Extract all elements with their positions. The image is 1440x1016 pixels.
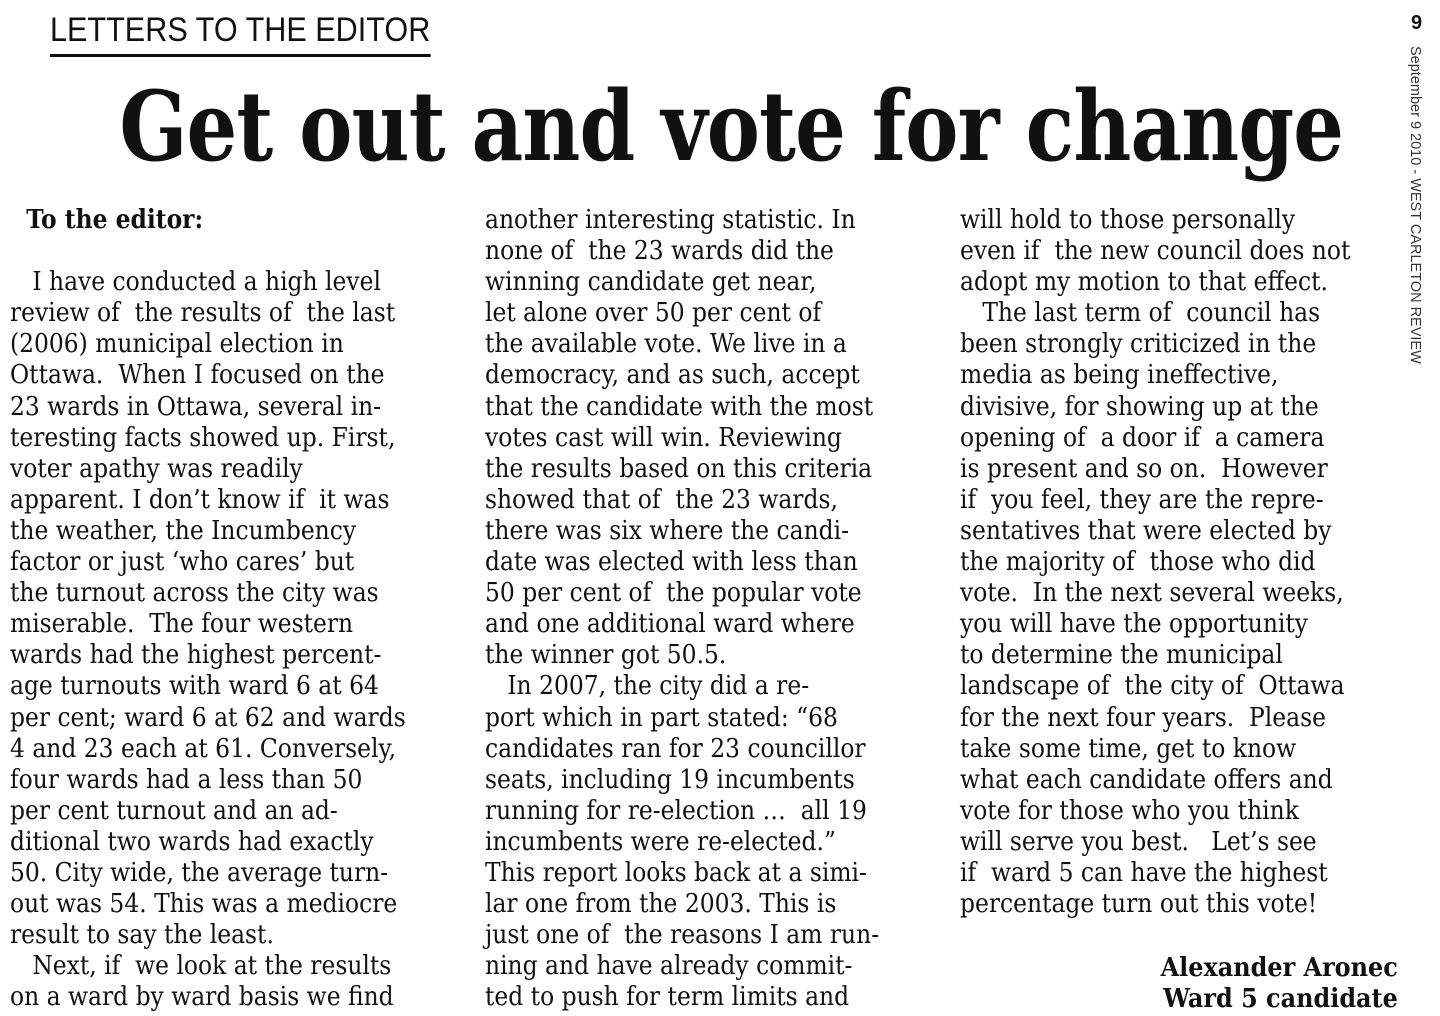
- text-line: none of the 23 wards did the: [485, 236, 834, 267]
- signature: [1140, 953, 1398, 1015]
- text-line: media as being ineffective,: [960, 360, 1279, 391]
- column-2: [485, 205, 923, 1013]
- text-line: Ottawa. When I focused on the: [10, 360, 385, 391]
- signature-name: Alexander Aronec: [1160, 953, 1398, 983]
- text-line: result to say the least.: [10, 920, 274, 951]
- text-line: date was elected with less than: [485, 547, 858, 578]
- text-line: is present and so on. However: [960, 453, 1328, 484]
- text-line: on a ward by ward basis we find: [10, 982, 394, 1013]
- text-line: if you feel, they are the repre-: [960, 484, 1324, 515]
- text-line: seats, including 19 incumbents: [485, 764, 855, 795]
- text-line: just one of the reasons I am run-: [485, 920, 880, 951]
- text-line: you will have the opportunity: [960, 609, 1309, 640]
- text-line: let alone over 50 per cent of: [485, 298, 822, 329]
- text-line: I have conducted a high level: [10, 267, 381, 298]
- text-line: to determine the municipal: [960, 640, 1283, 671]
- text-line: teresting facts showed up. First,: [10, 422, 396, 453]
- column-3: [960, 205, 1394, 920]
- text-line: wards had the highest percent-: [10, 640, 382, 671]
- text-line: out was 54. This was a mediocre: [10, 889, 398, 920]
- text-line: (2006) municipal election in: [10, 329, 344, 360]
- text-line: incumbents were re-elected.”: [485, 826, 836, 857]
- section-label: LETTERS TO THE EDITOR: [50, 8, 430, 57]
- text-line: ted to push for term limits and: [485, 982, 850, 1013]
- text-line: This report looks back at a simi-: [485, 857, 867, 888]
- greeting: To the editor:: [10, 205, 204, 235]
- text-line: if ward 5 can have the highest: [960, 857, 1328, 888]
- text-line: what each candidate offers and: [960, 764, 1333, 795]
- text-line: percentage turn out this vote!: [960, 889, 1318, 920]
- text-line: the turnout across the city was: [10, 578, 379, 609]
- text-line: 4 and 23 each at 61. Conversely,: [10, 733, 397, 764]
- text-line: the available vote. We live in a: [485, 329, 847, 360]
- text-line: The last term of council has: [960, 298, 1321, 329]
- text-line: Next, if we look at the results: [10, 951, 392, 982]
- text-line: will serve you best. Let’s see: [960, 826, 1317, 857]
- text-line: there was six where the candi-: [485, 515, 850, 546]
- text-line: factor or just ‘who cares’ but: [10, 547, 355, 578]
- text-line: vote. In the next several weeks,: [960, 578, 1344, 609]
- text-line: sentatives that were elected by: [960, 515, 1332, 546]
- text-line: and one additional ward where: [485, 609, 855, 640]
- text-line: [10, 236, 406, 267]
- text-line: candidates ran for 23 councillor: [485, 733, 866, 764]
- text-line: ning and have already commit-: [485, 951, 853, 982]
- text-line: even if the new council does not: [960, 236, 1351, 267]
- text-line: voter apathy was readily: [10, 453, 303, 484]
- text-line: 50. City wide, the average turn-: [10, 857, 389, 888]
- column-1: [10, 205, 450, 1013]
- text-line: winning candidate get near,: [485, 267, 817, 298]
- text-line: the results based on this criteria: [485, 453, 873, 484]
- page-number: 9: [1411, 12, 1423, 34]
- text-line: another interesting statistic. In: [485, 205, 856, 235]
- text-line: 23 wards in Ottawa, several in-: [10, 391, 382, 422]
- text-line: opening of a door if a camera: [960, 422, 1325, 453]
- text-line: divisive, for showing up at the: [960, 391, 1319, 422]
- text-line: In 2007, the city did a re-: [485, 671, 810, 702]
- text-line: apparent. I don’t know if it was: [10, 484, 390, 515]
- text-line: been strongly criticized in the: [960, 329, 1317, 360]
- text-line: votes cast will win. Reviewing: [485, 422, 842, 453]
- text-line: age turnouts with ward 6 at 64: [10, 671, 379, 702]
- text-line: take some time, get to know: [960, 733, 1297, 764]
- side-caption: September 9 2010 - WEST CARLETON REVIEW: [1407, 46, 1423, 364]
- text-line: lar one from the 2003. This is: [485, 889, 837, 920]
- text-line: will hold to those personally: [960, 205, 1296, 235]
- text-line: the majority of those who did: [960, 547, 1316, 578]
- signature-title: Ward 5 candidate: [1163, 984, 1398, 1014]
- text-line: four wards had a less than 50: [10, 764, 363, 795]
- text-line: 50 per cent of the popular vote: [485, 578, 862, 609]
- text-line: ditional two wards had exactly: [10, 826, 374, 857]
- text-line: running for re-election … all 19: [485, 795, 867, 826]
- text-line: per cent; ward 6 at 62 and wards: [10, 702, 406, 733]
- text-line: the winner got 50.5.: [485, 640, 727, 671]
- text-line: that the candidate with the most: [485, 391, 874, 422]
- text-line: landscape of the city of Ottawa: [960, 671, 1345, 702]
- text-line: for the next four years. Please: [960, 702, 1326, 733]
- text-line: miserable. The four western: [10, 609, 354, 640]
- text-line: showed that of the 23 wards,: [485, 484, 838, 515]
- text-line: adopt my motion to that effect.: [960, 267, 1328, 298]
- text-line: per cent turnout and an ad-: [10, 795, 338, 826]
- text-line: vote for those who you think: [960, 795, 1299, 826]
- text-line: review of the results of the last: [10, 298, 396, 329]
- text-line: democracy, and as such, accept: [485, 360, 860, 391]
- text-line: port which in part stated: “68: [485, 702, 838, 733]
- text-line: the weather, the Incumbency: [10, 515, 357, 546]
- headline: Get out and vote for change: [119, 70, 1344, 183]
